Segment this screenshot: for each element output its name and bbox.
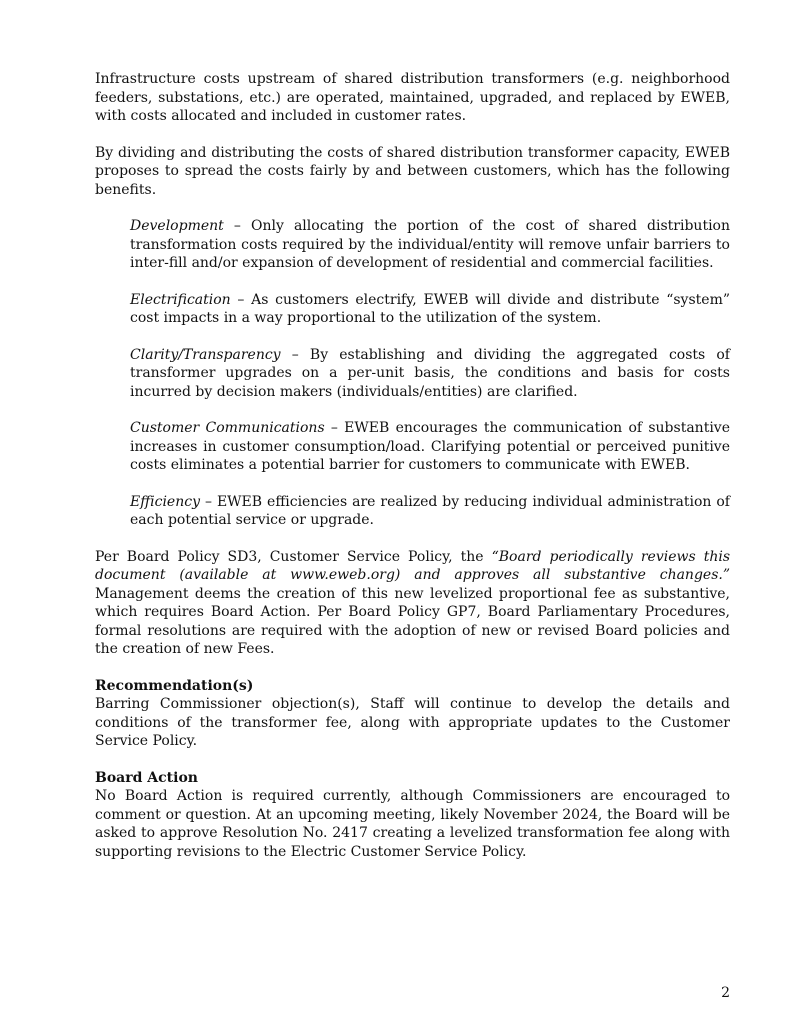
benefits-list [130,217,730,530]
recommendation-text: Barring Commissioner objection(s), Staff will continue to develop the details and conditions of the transformer fee, along with appropriate updates to the Customer Service Policy. [95,696,730,749]
benefit-text: – EWEB encourages the communication of substantive increases in customer consumption/load. Clarifying potential or perceived punitive costs eliminates a potential barrier for customers to communicate with EWEB. [130,420,730,473]
page-number: 2 [721,985,730,1001]
benefit-term: Electrification [130,291,231,308]
benefit-efficiency [130,493,730,530]
benefit-text: – As customers electrify, EWEB will divide and distribute “system” cost impacts in a way proportional to the utilization of the system. [130,291,730,326]
intro-paragraph-2: By dividing and distributing the costs of shared distribution transformer capacity, EWEB proposes to spread the costs fairly by and between customers, which has the following benefits. [95,144,730,198]
benefit-term: Efficiency [130,493,200,510]
benefit-text: – Only allocating the portion of the cost of shared distribution transformation costs required by the individual/entity will remove unfair barriers to inter-fill and/or expansion of development of residential and commercial facilities. [130,218,730,271]
benefit-term: Development [130,218,224,234]
benefit-term: Clarity/Transparency [130,346,281,363]
recommendation-heading: Recommendation(s) [95,677,254,694]
policy-lead: Per Board Policy SD3, Customer Service Policy, the [95,548,492,565]
policy-rest: Management deems the creation of this new levelized proportional fee as substantive, which requires Board Action. Per Board Policy GP7, Board Parliamentary Procedures, formal resolutions are required with the adoption of new or revised Board policies and the creation of new Fees. [95,567,739,657]
recommendation-section [95,677,730,751]
intro-paragraph-1: Infrastructure costs upstream of shared distribution transformers (e.g. neighborhood feeders, substations, etc.) are operated, maintained, upgraded, and replaced by EWEB, with costs allocated and included in customer rates. [95,71,730,124]
document-page [95,70,739,879]
board-action-heading: Board Action [95,769,198,786]
benefit-electrification [130,291,730,328]
benefit-text: – EWEB efficiencies are realized by reducing individual administration of each potential service or upgrade. [130,493,730,528]
benefit-text: – By establishing and dividing the aggregated costs of transformer upgrades on a per-unit basis, the conditions and basis for costs incurred by decision makers (individuals/entities) are clarified. [130,346,730,400]
policy-paragraph [95,548,739,659]
policy-quote: “Board periodically reviews this document (available at www.eweb.org) and approves all substantive changes.” [95,548,730,583]
benefit-development [130,217,730,273]
benefit-clarity [130,346,730,402]
benefit-communications [130,419,730,475]
board-action-section [95,769,730,862]
board-action-text: No Board Action is required currently, although Commissioners are encouraged to comment or question. At an upcoming meeting, likely November 2024, the Board will be asked to approve Resolution No. 2417 creating a levelized transformation fee along with supporting revisions to the Electric Customer Service Policy. [95,788,730,860]
benefit-term: Customer Communications [130,420,325,436]
